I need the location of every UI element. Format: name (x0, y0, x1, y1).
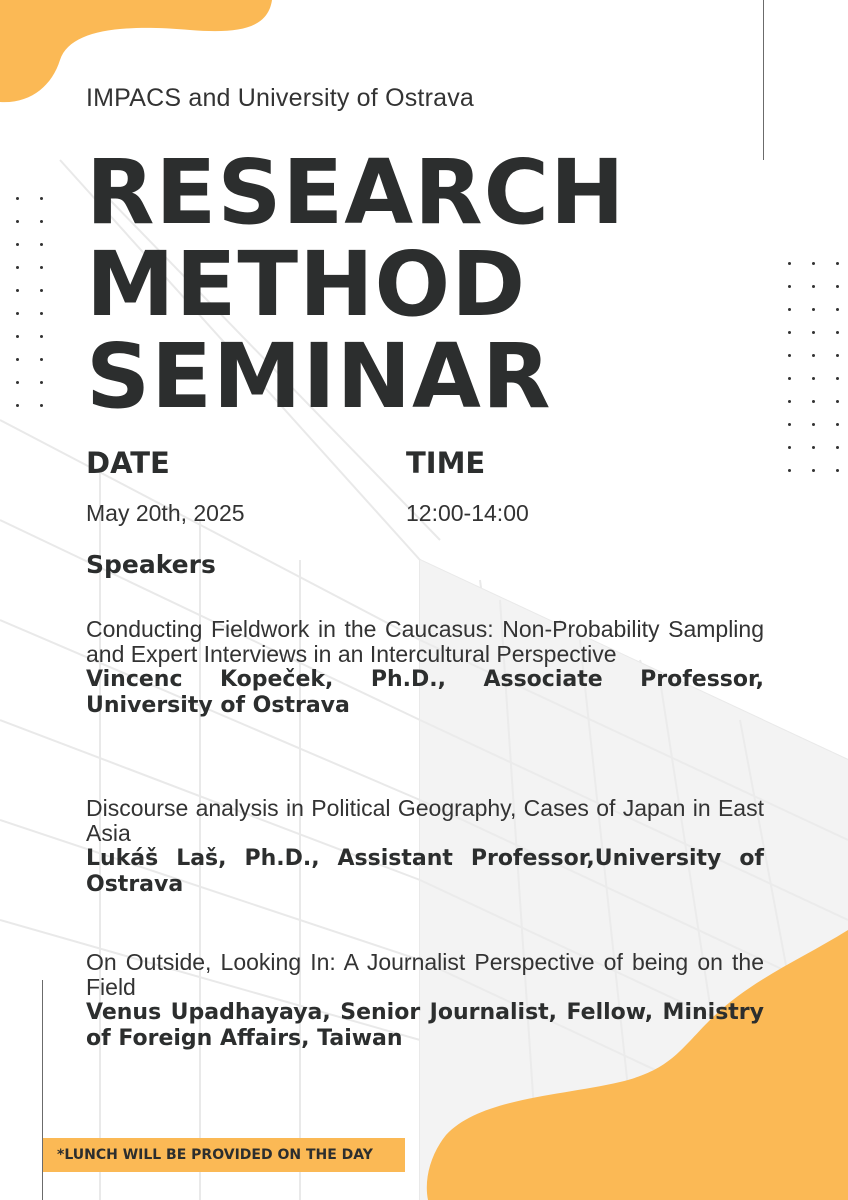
speaker-item-2 (86, 796, 764, 898)
speaker-name: Vincenc Kopeček, Ph.D., Associate Professor, University of Ostrava (86, 667, 764, 718)
right-dot-grid (788, 262, 839, 472)
date-label: DATE (86, 446, 170, 480)
lunch-note-banner (43, 1138, 405, 1172)
organizer-line: IMPACS and University of Ostrava (86, 84, 475, 112)
date-value: May 20th, 2025 (86, 500, 245, 526)
left-dot-grid (16, 197, 43, 407)
lunch-note-text: *LUNCH WILL BE PROVIDED ON THE DAY (57, 1147, 373, 1163)
talk-topic: Conducting Fieldwork in the Caucasus: Non-Probability Sampling and Expert Interviews in an Intercultural Perspective (86, 616, 764, 667)
top-right-vertical-line (763, 0, 764, 160)
title-line-3: SEMINAR (86, 324, 552, 428)
speaker-name: Venus Upadhayaya, Senior Journalist, Fellow, Ministry of Foreign Affairs, Taiwan (86, 1000, 764, 1051)
speaker-name: Lukáš Laš, Ph.D., Assistant Professor,University of Ostrava (86, 846, 764, 897)
time-value: 12:00-14:00 (406, 500, 529, 526)
seminar-title (86, 140, 764, 428)
time-label: TIME (406, 446, 486, 480)
speaker-item-1 (86, 617, 764, 719)
speakers-heading: Speakers (86, 550, 216, 579)
title-line-2: METHOD (86, 232, 527, 336)
talk-topic: On Outside, Looking In: A Journalist Perspective of being on the Field (86, 949, 764, 1000)
title-line-1: RESEARCH (86, 140, 626, 244)
talk-topic: Discourse analysis in Political Geography, Cases of Japan in East Asia (86, 795, 764, 846)
speaker-item-3 (86, 950, 764, 1052)
